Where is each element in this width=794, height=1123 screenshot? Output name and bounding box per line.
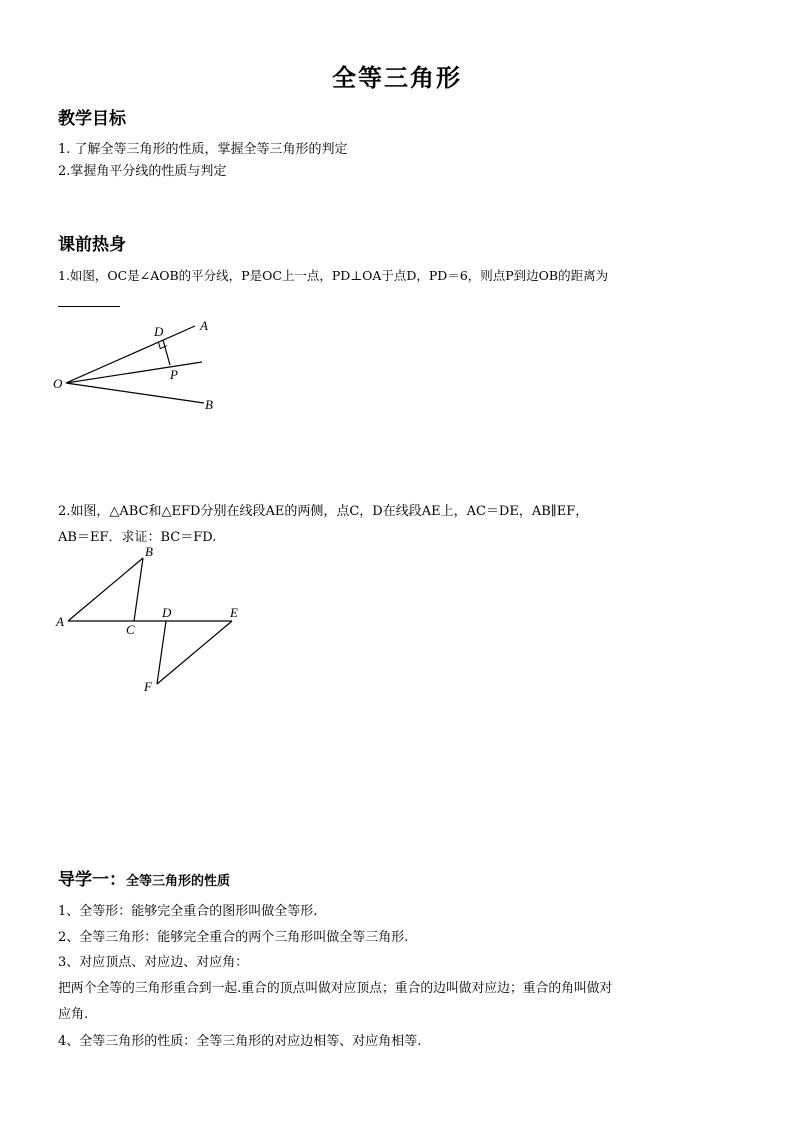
label-a: A bbox=[56, 614, 64, 629]
guide-1-line-4: 把两个全等的三角形重合到一起.重合的顶点叫做对应顶点；重合的边叫做对应边；重合的角叫做对 bbox=[58, 981, 613, 996]
objective-item-2: 2.掌握角平分线的性质与判定 bbox=[58, 164, 227, 179]
question-2-line-2: AB＝EF．求证：BC＝FD. bbox=[58, 530, 217, 545]
label-d: D bbox=[154, 324, 164, 339]
angle-bisector-figure bbox=[50, 315, 230, 415]
triangles-figure bbox=[50, 540, 260, 700]
page-title: 全等三角形 bbox=[332, 63, 462, 92]
warmup-heading: 课前热身 bbox=[58, 235, 126, 255]
guide-1-line-1: 1、全等形：能够完全重合的图形叫做全等形. bbox=[58, 904, 318, 919]
guide-1-heading bbox=[58, 865, 230, 890]
label-d: D bbox=[162, 605, 172, 620]
question-1-text: 1.如图，OC是∠AOB的平分线，P是OC上一点，PD⊥OA于点D，PD＝6，则点P到边OB的距离为 bbox=[58, 268, 609, 283]
label-p: P bbox=[170, 367, 178, 382]
label-b: B bbox=[145, 544, 153, 559]
label-f: F bbox=[144, 679, 152, 694]
label-e: E bbox=[230, 605, 238, 620]
segment-fd bbox=[157, 621, 166, 684]
segment-pd bbox=[163, 340, 170, 365]
objectives-heading: 教学目标 bbox=[58, 109, 126, 129]
segment-ab bbox=[68, 558, 143, 621]
ray-oc bbox=[66, 362, 202, 383]
guide-1-heading-main: 导学一： bbox=[58, 870, 126, 890]
guide-1-line-3: 3、对应顶点、对应边、对应角： bbox=[58, 955, 249, 970]
ray-ob bbox=[66, 383, 204, 403]
label-a: A bbox=[200, 318, 208, 333]
guide-1-line-6: 4、全等三角形的性质：全等三角形的对应边相等、对应角相等. bbox=[58, 1034, 422, 1049]
guide-1-line-2: 2、全等三角形：能够完全重合的两个三角形叫做全等三角形. bbox=[58, 930, 409, 945]
answer-blank bbox=[58, 306, 120, 307]
question-2-line-1: 2.如图，△ABC和△EFD分别在线段AE的两侧，点C，D在线段AE上，AC＝DE，AB∥EF， bbox=[58, 504, 589, 519]
segment-ef bbox=[157, 621, 232, 684]
objective-item-1: 1. 了解全等三角形的性质，掌握全等三角形的判定 bbox=[58, 142, 348, 157]
label-c: C bbox=[126, 622, 135, 637]
guide-1-line-5: 应角. bbox=[58, 1007, 89, 1022]
guide-1-heading-sub: 全等三角形的性质 bbox=[126, 874, 231, 889]
label-o: O bbox=[53, 376, 63, 391]
segment-bc bbox=[134, 558, 143, 621]
label-b: B bbox=[205, 397, 213, 412]
